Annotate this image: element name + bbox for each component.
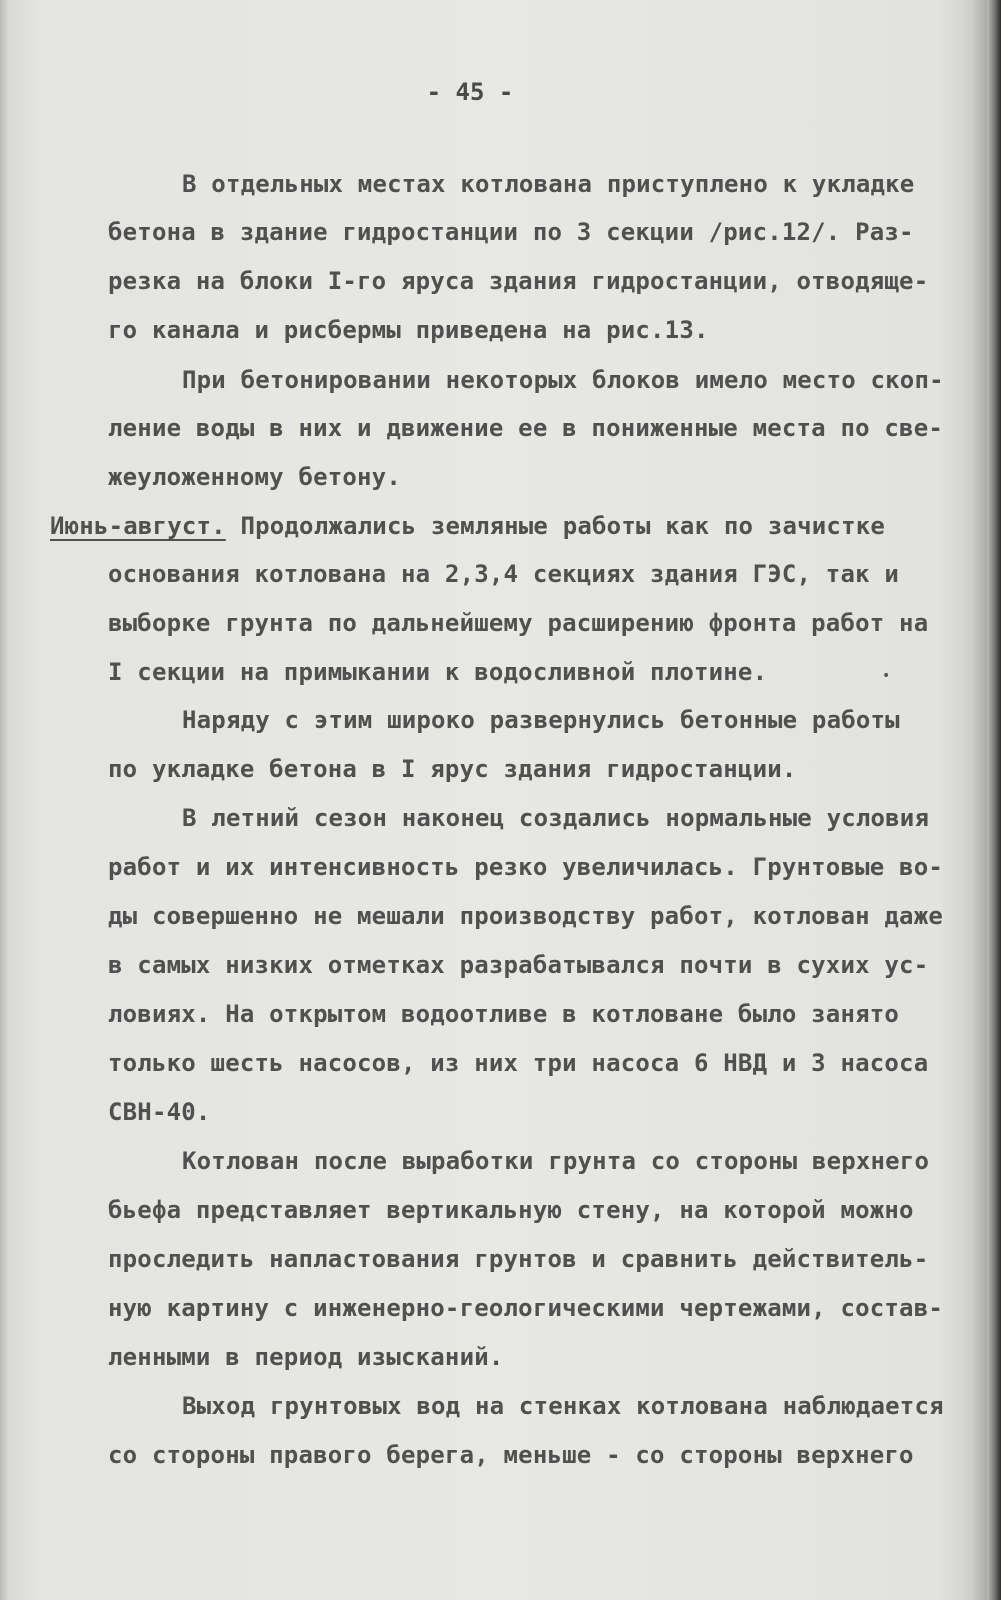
text-line: бетона в здание гидростанции по 3 секции /рис.12/. Раз- — [108, 218, 914, 246]
text-line: I секции на примыкании к водосливной плотине. — [108, 658, 768, 686]
scan-right-edge — [987, 0, 1001, 1600]
text-line: бьефа представляет вертикальную стену, на которой можно — [108, 1196, 914, 1224]
period-heading — [50, 512, 885, 540]
text-line: по укладке бетона в I ярус здания гидростанции. — [108, 755, 797, 783]
text-line: СВН-40. — [108, 1098, 211, 1126]
text-line: в самых низких отметках разрабатывался почти в сухих ус- — [108, 951, 929, 979]
text-line: При бетонировании некоторых блоков имело место скоп- — [182, 366, 944, 394]
text-line: Выход грунтовых вод на стенках котлована наблюдается — [182, 1392, 944, 1420]
text-line: только шесть насосов, из них три насоса 6 НВД и 3 насоса — [108, 1049, 929, 1077]
text-line: Продолжались земляные работы как по зачистке — [225, 512, 886, 540]
text-line: ловиях. На открытом водоотливе в котловане было занято — [108, 1000, 900, 1028]
text-line: ленными в период изысканий. — [108, 1343, 504, 1371]
text-line: В отдельных местах котлована приступлено к укладке — [182, 170, 915, 198]
scan-speck: • — [882, 668, 891, 684]
period-heading-label: Июнь-август. — [50, 512, 226, 540]
page-number: - 45 - — [426, 78, 514, 106]
text-line: Наряду с этим широко развернулись бетонные работы — [182, 706, 900, 734]
scan-left-edge — [0, 0, 8, 1600]
text-line: выборке грунта по дальнейшему расширению фронта работ на — [108, 609, 929, 637]
text-line: работ и их интенсивность резко увеличилась. Грунтовые во- — [108, 853, 944, 881]
text-line: резка на блоки I-го яруса здания гидростанции, отводяще- — [108, 267, 929, 295]
text-line: со стороны правого берега, меньше - со стороны верхнего — [108, 1441, 914, 1469]
text-line: ление воды в них и движение ее в пониженные места по све- — [108, 414, 944, 442]
text-line: В летний сезон наконец создались нормальные условия — [182, 804, 930, 832]
text-line: ную картину с инженерно-геологическими чертежами, состав- — [108, 1294, 944, 1322]
text-line: жеуложенному бетону. — [108, 463, 401, 491]
text-line: го канала и рисбермы приведена на рис.13. — [108, 316, 709, 344]
text-line: проследить напластования грунтов и сравнить действитель- — [108, 1245, 929, 1273]
text-line: Котлован после выработки грунта со стороны верхнего — [182, 1147, 930, 1175]
text-line: ды совершенно не мешали производству работ, котлован даже — [108, 902, 944, 930]
text-line: основания котлована на 2,3,4 секциях здания ГЭС, так и — [108, 560, 900, 588]
